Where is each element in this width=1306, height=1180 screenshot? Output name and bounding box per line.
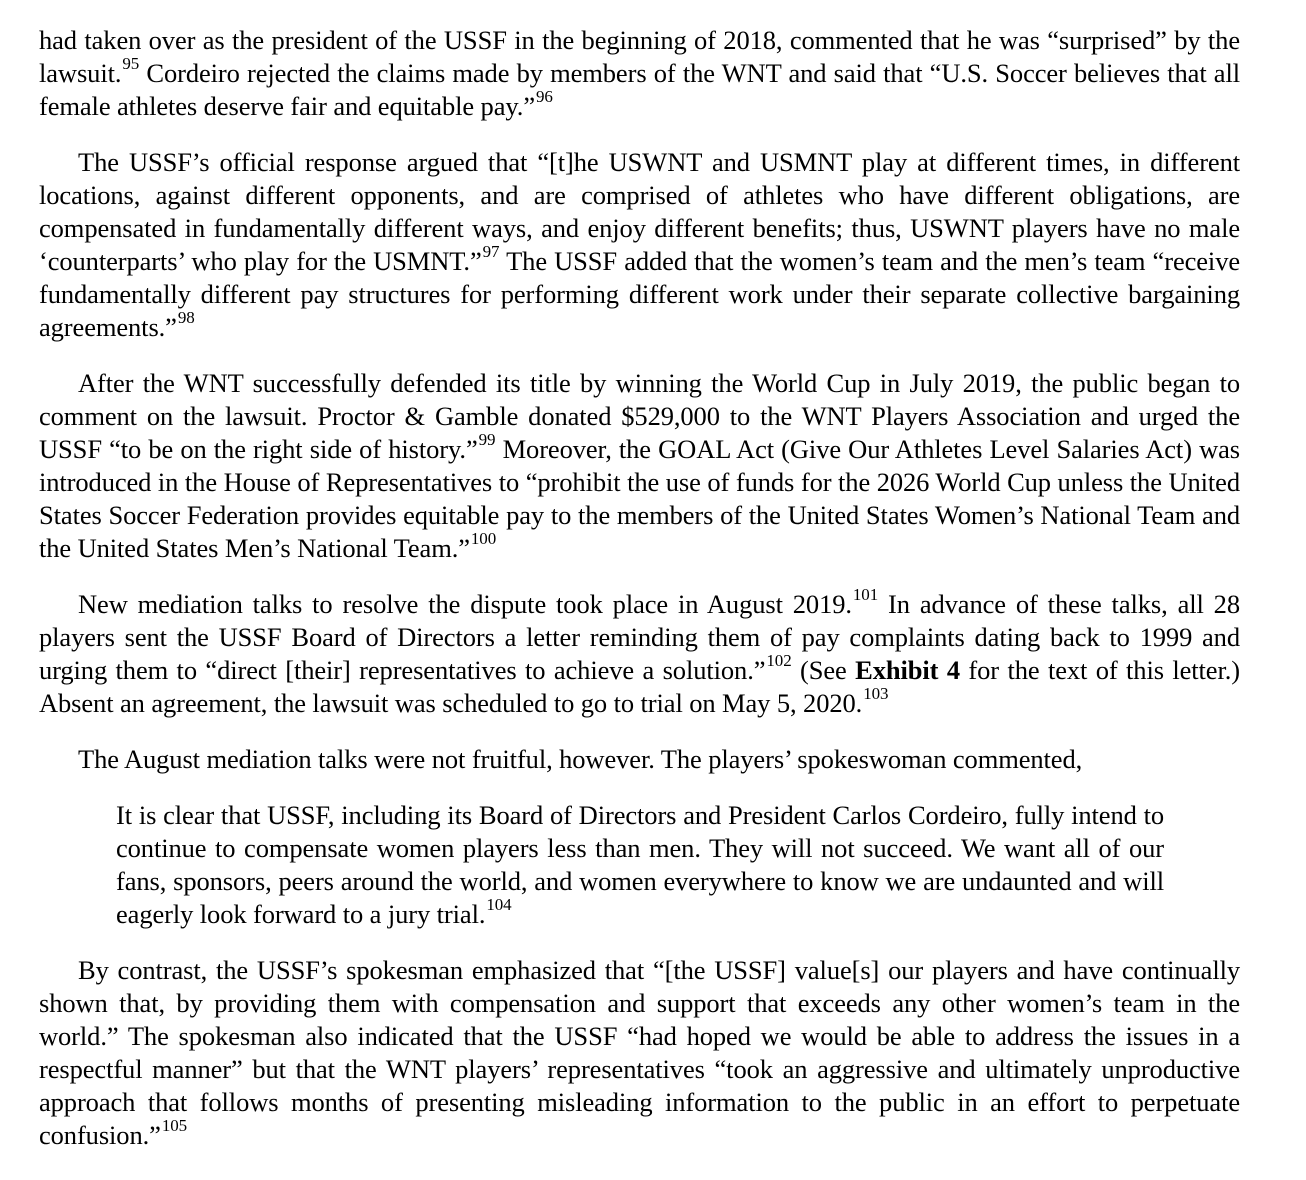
paragraph-text: The USSF’s official response argued that “[t]he USWNT and USMNT play at different times, in different locations, against different opponents, and are comprised of athletes who have different obligations, are compensated in fundamentally different ways, and enjoy different benefits; thus, USWNT players have no male ‘counterparts’ who play for the USMNT.” [39, 147, 1240, 276]
footnote-ref: 100 [470, 529, 497, 549]
paragraph-text: After the WNT successfully defended its title by winning the World Cup in July 2019, the public began to comment on the lawsuit. Proctor & Gamble donated $529,000 to the WNT Players Association and urged the USSF “to be on the right side of history.” [39, 368, 1240, 464]
paragraph-text: The August mediation talks were not fruitful, however. The players’ spokeswoman commented, [78, 744, 1083, 774]
paragraph-text: had taken over as the president of the USSF in the beginning of 2018, commented that he was “surprised” by the lawsuit. [39, 25, 1240, 88]
paragraph-text: (See [791, 655, 856, 685]
footnote-ref: 101 [852, 585, 879, 605]
exhibit-reference: Exhibit 4 [855, 655, 960, 685]
paragraph-text: In advance of these talks, all 28 players sent the USSF Board of Directors a letter reminding them of pay complaints dating back to 1999 and urging them to “direct [their] representatives to achieve a solution.” [39, 589, 1240, 685]
paragraph-text: The USSF added that the women’s team and the men’s team “receive fundamentally different pay structures for performing different work under their separate collective bargaining agreements.” [39, 246, 1240, 342]
footnote-ref: 96 [535, 87, 553, 107]
block-quote [116, 799, 1164, 931]
footnote-ref: 104 [486, 895, 512, 915]
paragraph-text: Moreover, the GOAL Act (Give Our Athletes Level Salaries Act) was introduced in the House of Representatives to “prohibit the use of funds for the 2026 World Cup unless the United States Soccer Federation provides equitable pay to the members of the United States Women’s National Team and the United States Men’s National Team.” [39, 434, 1240, 563]
paragraph-text: for the text of this letter.) Absent an agreement, the lawsuit was scheduled to go to trial on May 5, 2020. [39, 655, 1240, 718]
paragraph-ussf-response [39, 146, 1240, 344]
paragraph-mediation-talks [39, 585, 1240, 720]
footnote-ref: 95 [122, 54, 140, 74]
paragraph-world-cup-public [39, 367, 1240, 565]
paragraph-spokeswoman-intro [39, 743, 1240, 776]
paragraph-text: New mediation talks to resolve the dispute took place in August 2019. [78, 589, 852, 619]
paragraph-cordeiro-reaction [39, 24, 1240, 123]
quote-text: It is clear that USSF, including its Board of Directors and President Carlos Cordeiro, fully intend to continue to compensate women players less than men. They will not succeed. We want all of our fans, sponsors, peers around the world, and women everywhere to know we are undaunted and will eagerly look forward to a jury trial. [116, 800, 1164, 929]
paragraph-text: Cordeiro rejected the claims made by members of the WNT and said that “U.S. Soccer believes that all female athletes deserve fair and equitable pay.” [39, 58, 1240, 121]
paragraph-ussf-spokesman [39, 954, 1240, 1152]
footnote-ref: 105 [161, 1116, 188, 1136]
paragraph-text: By contrast, the USSF’s spokesman emphasized that “[the USSF] value[s] our players and have continually shown that, by providing them with compensation and support that exceeds any other women’s team in the world.” The spokesman also indicated that the USSF “had hoped we would be able to address the issues in a respectful manner” but that the WNT players’ representatives “took an aggressive and ultimately unproductive approach that follows months of presenting misleading information to the public in an effort to perpetuate confusion.” [39, 955, 1240, 1150]
footnote-ref: 102 [766, 651, 792, 671]
footnote-ref: 99 [478, 430, 496, 450]
footnote-ref: 103 [863, 684, 889, 704]
footnote-ref: 98 [177, 308, 195, 328]
footnote-ref: 97 [482, 242, 500, 262]
